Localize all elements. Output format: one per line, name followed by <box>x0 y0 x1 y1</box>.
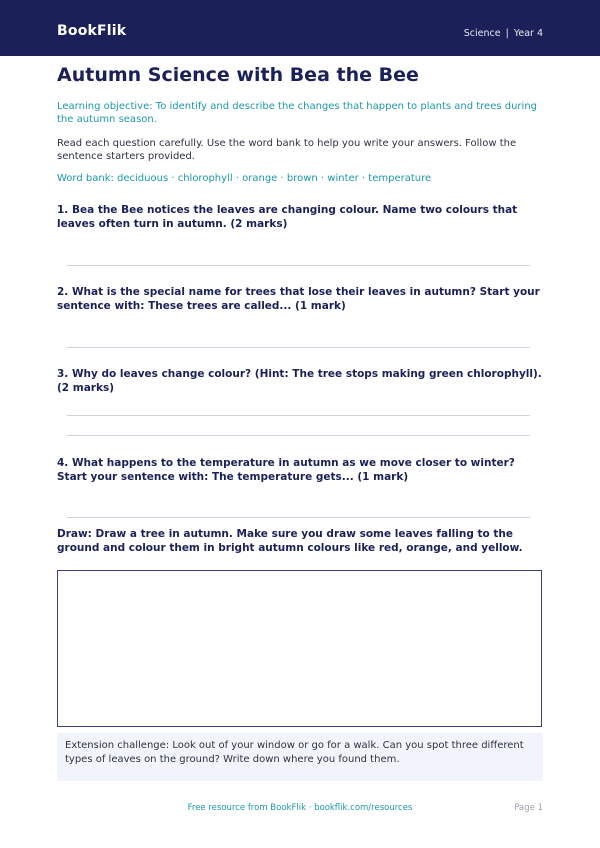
question-2: 2. What is the special name for trees that lose their leaves in autumn? Start your sentence with: These trees are called... (1 mark) <box>57 286 540 312</box>
extension-challenge: Extension challenge: Look out of your window or go for a walk. Can you spot three different types of leaves on the ground? Write down where you found them. <box>57 733 543 781</box>
question-3: 3. Why do leaves change colour? (Hint: The tree stops making green chlorophyll). (2 marks) <box>57 368 542 394</box>
draw-prompt: Draw: Draw a tree in autumn. Make sure you draw some leaves falling to the ground and colour them in bright autumn colours like red, orange, and yellow. <box>57 528 523 554</box>
answer-line[interactable] <box>67 415 530 416</box>
question-1: 1. Bea the Bee notices the leaves are changing colour. Name two colours that leaves often turn in autumn. (2 marks) <box>57 204 518 230</box>
question-4: 4. What happens to the temperature in autumn as we move closer to winter? Start your sentence with: The temperature gets... (1 mark) <box>57 457 515 483</box>
brand-logo: BookFlik <box>57 23 127 39</box>
drawing-box[interactable] <box>57 570 542 727</box>
answer-line[interactable] <box>67 435 530 436</box>
subject-label: Science <box>463 28 501 39</box>
word-bank: Word bank: deciduous · chlorophyll · orange · brown · winter · temperature <box>57 173 432 184</box>
year-label: Year 4 <box>513 28 543 39</box>
header-meta <box>464 28 543 39</box>
meta-separator: | <box>505 28 509 39</box>
answer-line[interactable] <box>67 517 530 518</box>
instructions-text: Read each question carefully. Use the word bank to help you write your answers. Follow the sentence starters provided. <box>57 138 517 162</box>
page-header <box>0 0 600 56</box>
page-number: Page 1 <box>514 803 543 813</box>
answer-line[interactable] <box>67 265 530 266</box>
worksheet-title: Autumn Science with Bea the Bee <box>57 64 419 86</box>
learning-objective: Learning objective: To identify and describe the changes that happen to plants and trees during the autumn season. <box>57 101 538 125</box>
footer-text: Free resource from BookFlik · bookflik.com/resources <box>187 803 413 813</box>
answer-line[interactable] <box>67 347 530 348</box>
